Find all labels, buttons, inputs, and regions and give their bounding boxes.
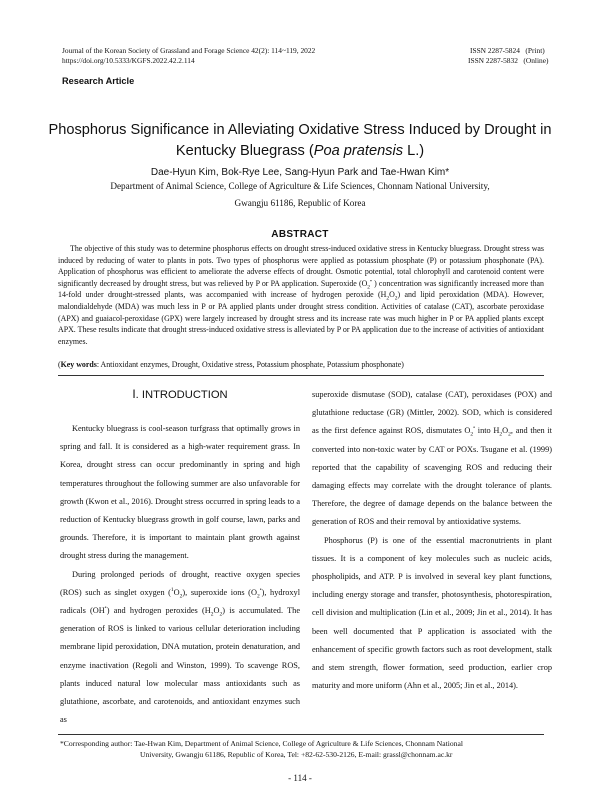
keywords-text: : Antioxidant enzymes, Drought, Oxidative stress, Potassium phosphate, Potassium phosphonate) [96, 360, 404, 369]
keywords: (Key words: Antioxidant enzymes, Drought, Oxidative stress, Potassium phosphate, Potassium phosphonate) [58, 360, 404, 369]
sub-2: 2 [210, 611, 214, 618]
title-line-1: Phosphorus Significance in Alleviating Oxidative Stress Induced by Drought in [48, 122, 552, 138]
sup-1: 1 [170, 587, 174, 594]
sub-2: 2 [367, 284, 371, 291]
affiliation-line-1: Department of Animal Science, College of Agriculture & Life Sciences, Chonnam National University, [110, 181, 490, 191]
paper-title [40, 120, 560, 162]
sup-dot: • [473, 425, 476, 432]
abstract-text-4: ) and lipid peroxidation (MDA). However, malondialdehyde (MDA) was much less in P or PA applied plants under drought stress condition. Activities of catalase (CAT), ascorbate peroxidase (APX) and guaiacol-peroxidase (GPX) were largely increased by drought stress and its increase rate was much higher in P or PA applied plants except APX. These results indicate that drought stress-induced oxidative stress is alleviated by P or PA application due to the increase of activities of antioxidant enzymes. [58, 290, 544, 346]
abstract-divider [58, 375, 544, 376]
affiliation-line-2: Gwangju 61186, Republic of Korea [234, 198, 366, 208]
abstract-text-1: The objective of this study was to determine phosphorus effects on drought stress-induced oxidative stress in Kentucky bluegrass. Drought stress was induced by reducing of water to plants in pots. Two types of phosphorus were applied as potassium phosphate (P) or potassium phosphonate (PA). Application of phosphorus was efficient to ameliorate the adverse effects of drought. Osmotic potential, total chlorophyll and carotenoid content were significantly decreased by drought stress, but was relieved by P or PA application. Superoxide (O [58, 244, 544, 288]
abstract-heading: ABSTRACT [271, 229, 329, 240]
page-number: - 114 - [288, 773, 312, 783]
author-list: Dae-Hyun Kim, Bok-Rye Lee, Sang-Hyun Park and Tae-Hwan Kim* [150, 167, 450, 178]
p2-text-c: ), superoxide ions (O [182, 587, 257, 597]
issn-print: ISSN 2287-5824 (Print) [470, 46, 545, 55]
abstract-text-3: O [389, 290, 395, 300]
doi-link[interactable]: https://doi.org/10.5333/KGFS.2022.42.2.114 [62, 56, 195, 65]
sub-2: 2 [219, 611, 223, 618]
p3-text-d: , and then it converted into non-toxic water by CAT or POXs. Tsugane et al. (1999) reported that the capability of scavenging ROS and reducing their damaging effects may correlate with the drought tolerance of plants. Therefore, the degree of damage depends on the balance between the generation of ROS and their removal by antioxidative systems. [312, 426, 552, 527]
sup-dot: • [259, 587, 262, 594]
p2-text-e: ) and hydrogen peroxides (H [106, 606, 211, 616]
sub-2: 2 [394, 295, 398, 302]
p2-text-f: O [213, 606, 220, 616]
abstract-body [58, 243, 544, 347]
p2-text-a: During prolonged periods of drought, reactive oxygen species (ROS) such as singlet oxygen ( [60, 569, 300, 597]
p2-text-b: O [173, 587, 180, 597]
footnote-line-2: University, Gwangju 61186, Republic of Korea, Tel: +82-62-530-2126, E-mail: grassl@chonnam.ac.kr [140, 750, 453, 759]
abstract-text-2: ) concentration was significantly increased more than 14-fold under drought-stressed plants, was accompanied with increase of hydrogen peroxide (H [58, 278, 544, 300]
sub-2: 2 [386, 295, 390, 302]
article-type-label: Research Article [62, 76, 135, 86]
p3-text-a: superoxide dismutase (SOD), catalase (CAT), peroxidases (POX) and glutathione reductase (GR) (Mittler, 2002). SOD, which is considered as the first defence against ROS, dismutates O [312, 390, 552, 436]
issn-online: ISSN 2287-5832 (Online) [468, 56, 549, 65]
title-line-2-pre: Kentucky Bluegrass ( [175, 143, 314, 159]
sub-2: 2 [499, 432, 503, 439]
left-column [60, 386, 300, 729]
journal-citation: Journal of the Korean Society of Grassland and Forage Science 42(2): 114~119, 2022 [62, 46, 316, 55]
affiliation [40, 178, 560, 212]
section-heading-introduction: Ⅰ. INTRODUCTION [132, 389, 228, 401]
corresponding-author-footnote [60, 738, 550, 760]
footnote-line-1: *Corresponding author: Tae-Hwan Kim, Department of Animal Science, College of Agriculture & Life Sciences, Chonnam National [60, 739, 463, 748]
right-column [312, 386, 552, 695]
intro-paragraph-1: Kentucky bluegrass is cool-season turfgrass that optimally grows in spring and fall. It is considered as a high-water requirement grass. In Korea, drought stress can occur predominantly in spring and high temperatures throughout the following summer are also unfavorable for growth (Kwon et al., 2016). Drought stress occurred in spring leads to a reduction of Kentucky bluegrass growth in golf course, lawn, parks and grounds. Therefore, it is important to maintain plant growth against drought stress during the management. [60, 424, 300, 561]
sub-2: 2 [179, 593, 183, 600]
p2-text-g: ) is accumulated. The generation of ROS is linked to various cellular deterioration including membrane lipid peroxidation, DNA mutation, protein denaturation, and enzyme inactivation (Regoli and Winston, 1999). To scavenge ROS, plants induced natural low molecular mass antioxidants such as glutathione, ascorbate, and carotenoids, and antioxidant enzymes such as [60, 606, 300, 725]
sub-2: 2 [256, 593, 260, 600]
species-name: Poa pratensis [313, 143, 404, 159]
sub-2: 2 [470, 432, 474, 439]
p3-text-c: O [502, 426, 509, 436]
sub-2: 2 [508, 432, 511, 439]
p2-text-d: ), hydroxyl radicals (OH [60, 587, 301, 616]
keywords-label: Key words [60, 360, 97, 369]
footnote-divider [58, 734, 544, 735]
intro-paragraph-2 [60, 566, 300, 730]
title-line-2-post: L.) [403, 143, 425, 159]
title-line-2 [40, 141, 560, 162]
intro-paragraph-4: Phosphorus (P) is one of the essential macronutrients in plant tissues. It is a component of key molecules such as nucleic acids, phospholipids, and ATP. P is involved in several key plant functions, including energy storage and transfer, photosynthesis, photorespiration, cell division and multiplication (Lin et al., 2009; Jin et al., 2014). It has been well documented that P application is associated with the enhancement of specific growth factors such as root development, stalk and stem strength, flower formation, seed production, earlier crop maturity and more uniform (Ahn et al., 2005; Jin et al., 2014). [312, 535, 552, 691]
sup-dot: • [370, 278, 372, 285]
p3-text-b: into H [475, 426, 500, 436]
intro-paragraph-3 [312, 386, 552, 532]
sup-dot: • [104, 605, 107, 612]
